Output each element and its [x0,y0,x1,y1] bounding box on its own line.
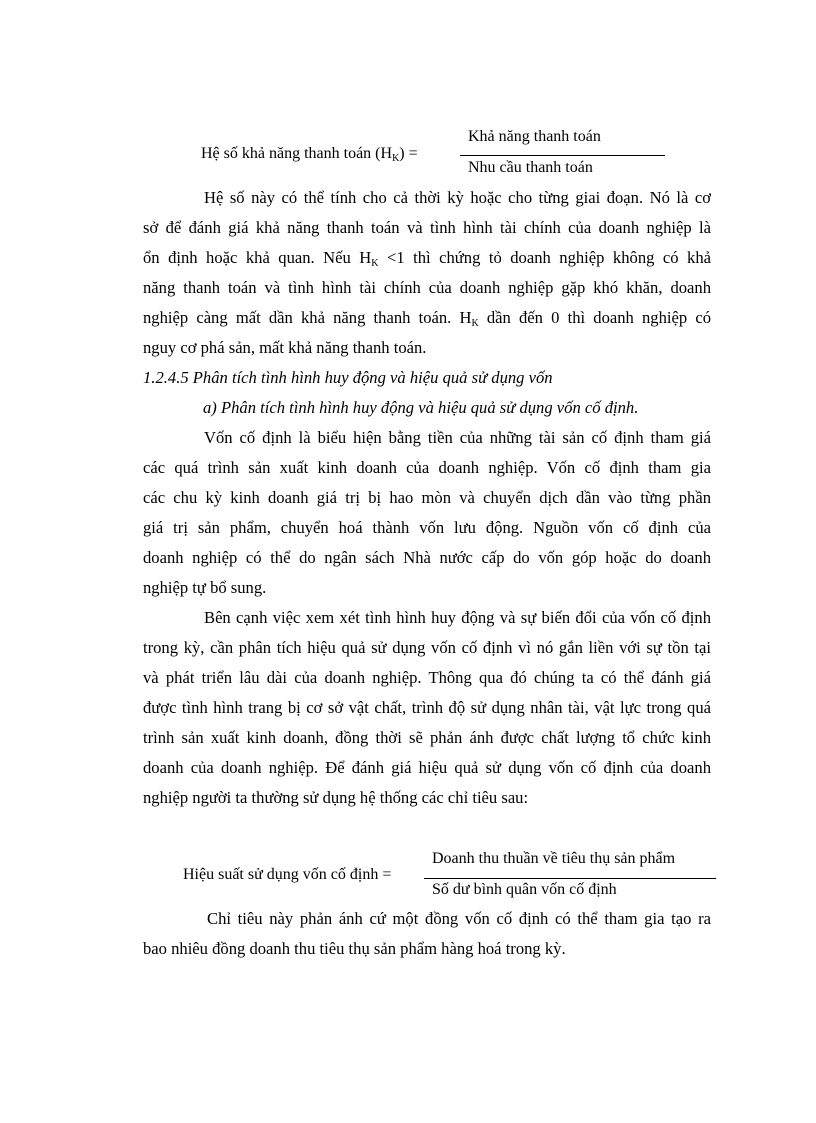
text-line: doanh nghiệp có thể do ngân sách Nhà nước cấp do vốn góp hoặc do doanh [143,548,711,567]
formula-lhs-sub: K [392,153,400,164]
text-line [143,243,711,273]
text-line: các quá trình sản xuất kinh doanh của doanh nghiệp. Vốn cố định tham gia [143,458,711,477]
paragraph-indicator [143,904,711,964]
text-span: nghiệp càng mất dần khả năng thanh toán. H [143,308,472,327]
formula-numerator: Doanh thu thuần về tiêu thụ sản phẩm [432,850,676,867]
paragraph-fixed-capital [143,423,711,603]
text-line: trình sản xuất kinh doanh, đồng thời sẽ phản ánh được chất lượng tổ chức kinh [143,728,711,747]
fraction-bar [424,878,716,879]
subsection-heading: a) Phân tích tình hình huy động và hiệu quả sử dụng vốn cố định. [203,398,639,417]
text-span: <1 thì chứng tỏ doanh nghiệp không có khả [378,248,711,267]
formula-lhs-suffix: ) = [399,145,418,162]
paragraph-liquidity [143,183,711,363]
formula-numerator: Khả năng thanh toán [468,128,601,145]
text-line: Hệ số này có thể tính cho cả thời kỳ hoặc cho từng giai đoạn. Nó là cơ [204,188,711,207]
text-line: được tình hình trang bị cơ sở vật chất, trình độ sử dụng nhân tài, vật lực trong quá [143,698,711,717]
text-line [143,303,711,333]
paragraph-efficiency [143,603,711,813]
formula-lhs: Hiệu suất sử dụng vốn cố định = [183,866,392,883]
subscript-k: K [471,318,479,329]
text-line: Chỉ tiêu này phản ánh cứ một đồng vốn cố định có thể tham gia tạo ra [207,909,711,928]
formula-lhs [201,144,418,164]
text-line: doanh của doanh nghiệp. Để đánh giá hiệu quả sử dụng vốn cố định của doanh [143,758,711,777]
text-line: bao nhiêu đồng doanh thu tiêu thụ sản phẩm hàng hoá trong kỳ. [143,939,566,958]
formula-denominator: Nhu cầu thanh toán [468,159,593,176]
subscript-k: K [371,258,379,269]
text-line: nghiệp người ta thường sử dụng hệ thống các chỉ tiêu sau: [143,788,529,807]
formula-lhs-prefix: Hệ số khả năng thanh toán (H [201,145,393,162]
text-line: sở để đánh giá khả năng thanh toán và tình hình tài chính của doanh nghiệp là [143,218,711,237]
text-line: giá trị sản phẩm, chuyển hoá thành vốn lưu động. Nguồn vốn cố định của [143,518,711,537]
section-heading: 1.2.4.5 Phân tích tình hình huy động và hiệu quả sử dụng vốn [143,368,553,387]
text-line: Vốn cố định là biểu hiện bằng tiền của những tài sản cố định tham giá [204,428,711,447]
text-line: và phát triển lâu dài của doanh nghiệp. Thông qua đó chúng ta có thể đánh giá [143,668,711,687]
text-line: các chu kỳ kinh doanh giá trị bị hao mòn và chuyển dịch dần vào từng phần [143,488,711,507]
text-line: năng thanh toán và tình hình tài chính của doanh nghiệp gặp khó khăn, doanh [143,278,711,297]
headings [143,363,711,423]
text-span: ổn định hoặc khả quan. Nếu H [143,248,372,267]
text-line: trong kỳ, cần phân tích hiệu quả sử dụng vốn cố định vì nó gắn liền với sự tồn tại [143,638,711,657]
formula-denominator: Số dư bình quân vốn cố định [432,881,617,898]
text-line: Bên cạnh việc xem xét tình hình huy động và sự biến đổi của vốn cố định [204,608,711,627]
text-line: nguy cơ phá sản, mất khả năng thanh toán. [143,338,427,357]
fraction-bar [460,155,665,156]
text-line: nghiệp tự bổ sung. [143,578,267,597]
text-span: dần đến 0 thì doanh nghiệp có [478,308,711,327]
